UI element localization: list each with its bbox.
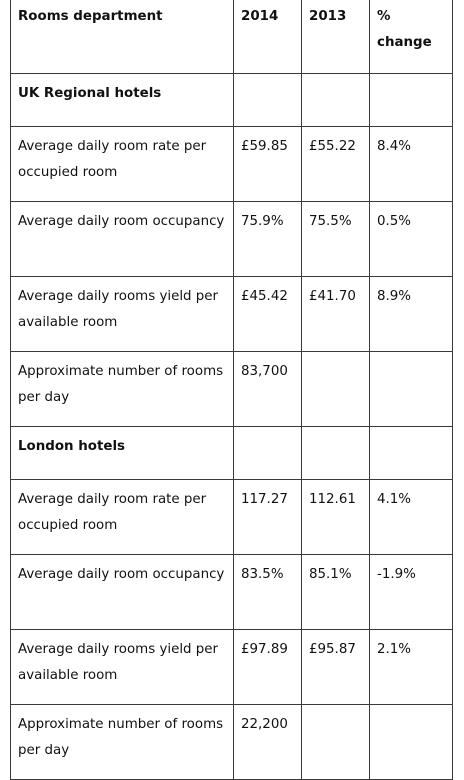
section-label: London hotels — [11, 427, 234, 480]
header-percent-change: % change — [370, 0, 453, 74]
cell-2014: 83.5% — [234, 555, 302, 630]
cell-2014: £45.42 — [234, 277, 302, 352]
table-row — [11, 630, 453, 705]
cell-2014: 22,200 — [234, 705, 302, 780]
header-rooms-department: Rooms department — [11, 0, 234, 74]
cell-change: -1.9% — [370, 555, 453, 630]
table-row — [11, 705, 453, 780]
row-label: Average daily room occupancy — [11, 202, 234, 277]
table-row-section — [11, 74, 453, 127]
row-label: Approximate number of rooms per day — [11, 352, 234, 427]
cell-2014 — [234, 427, 302, 480]
header-2014: 2014 — [234, 0, 302, 74]
row-label: Average daily room rate per occupied room — [11, 480, 234, 555]
cell-2014 — [234, 74, 302, 127]
cell-2013 — [302, 352, 370, 427]
cell-change: 4.1% — [370, 480, 453, 555]
cell-change: 2.1% — [370, 630, 453, 705]
table-header-row — [11, 0, 453, 74]
table-row — [11, 555, 453, 630]
table-row — [11, 127, 453, 202]
cell-2013: £95.87 — [302, 630, 370, 705]
cell-2013: £41.70 — [302, 277, 370, 352]
cell-2013 — [302, 427, 370, 480]
cell-2014: £59.85 — [234, 127, 302, 202]
cell-change — [370, 427, 453, 480]
cell-2013: 75.5% — [302, 202, 370, 277]
table-row — [11, 352, 453, 427]
cell-change — [370, 352, 453, 427]
section-label: UK Regional hotels — [11, 74, 234, 127]
cell-2013 — [302, 705, 370, 780]
cell-2013 — [302, 74, 370, 127]
cell-change — [370, 74, 453, 127]
row-label: Average daily room occupancy — [11, 555, 234, 630]
cell-2013: 112.61 — [302, 480, 370, 555]
cell-2014: £97.89 — [234, 630, 302, 705]
cell-2013: 85.1% — [302, 555, 370, 630]
cell-change — [370, 705, 453, 780]
cell-2013: £55.22 — [302, 127, 370, 202]
row-label: Approximate number of rooms per day — [11, 705, 234, 780]
row-label: Average daily rooms yield per available room — [11, 630, 234, 705]
table-row-section — [11, 427, 453, 480]
cell-2014: 75.9% — [234, 202, 302, 277]
row-label: Average daily room rate per occupied room — [11, 127, 234, 202]
table-row — [11, 202, 453, 277]
rooms-department-table — [10, 0, 453, 780]
cell-change: 8.9% — [370, 277, 453, 352]
cell-2014: 83,700 — [234, 352, 302, 427]
cell-2014: 117.27 — [234, 480, 302, 555]
cell-change: 8.4% — [370, 127, 453, 202]
header-2013: 2013 — [302, 0, 370, 74]
table-row — [11, 277, 453, 352]
row-label: Average daily rooms yield per available room — [11, 277, 234, 352]
cell-change: 0.5% — [370, 202, 453, 277]
table-row — [11, 480, 453, 555]
